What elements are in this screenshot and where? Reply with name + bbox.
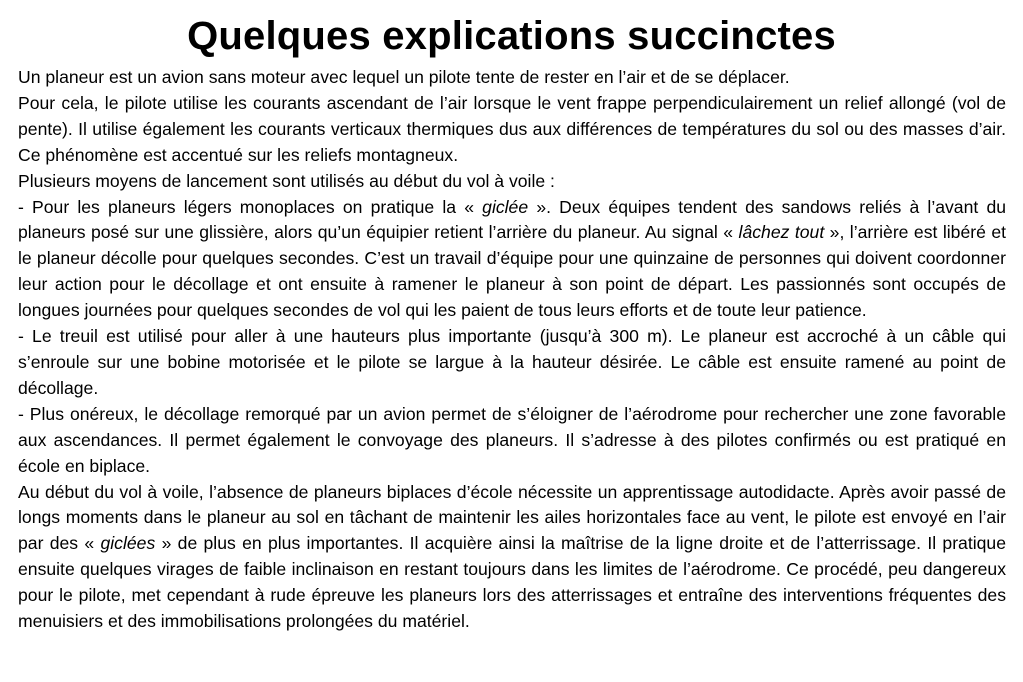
paragraph-currents: Pour cela, le pilote utilise les courants ascendant de l’air lorsque le vent frappe perpendiculairement un relief allongé (vol de pente). Il utilise également les courants verticaux thermiques dus aux différences de températures du sol ou des masses d’air. Ce phénomène est accentué sur les reliefs montagneux.	[18, 92, 1006, 165]
giclee-term: giclée	[482, 196, 529, 217]
giclees-term: giclées	[100, 533, 156, 554]
giclee-text-1: - Pour les planeurs légers monoplaces on pratique la «	[18, 196, 483, 217]
lachez-tout-term: lâchez tout	[738, 222, 825, 243]
paragraph-treuil: - Le treuil est utilisé pour aller à une hauteurs plus importante (jusqu’à 300 m). Le planeur est accroché à un câble qui s’enroule sur une bobine motorisée et le pilote se largue à la hauteur désirée. Le câble est ensuite ramené au point de décollage.	[18, 326, 1006, 398]
paragraph-remorque: - Plus onéreux, le décollage remorqué par un avion permet de s’éloigner de l’aérodrome pour rechercher une zone favorable aux ascendances. Il permet également le convoyage des planeurs. Il s’adresse à des pilotes confirmés ou est pratiqué en école en biplace.	[18, 403, 1006, 476]
document-body	[18, 65, 1006, 635]
paragraph-intro: Un planeur est un avion sans moteur avec lequel un pilote tente de rester en l’air et de se déplacer.	[18, 67, 790, 87]
paragraph-apprentissage	[18, 480, 1006, 635]
apprentissage-text-2: » de plus en plus importantes. Il acquière ainsi la maîtrise de la ligne droite et de l’atterrissage. Il pratique ensuite quelques virages de faible inclinaison en restant toujours dans les limites de l’aérodrome. Ce procédé, peu dangereux pour le pilote, met cependant à rude épreuve les planeurs lors des atterrissages et entraîne des interventions fréquentes des menuisiers et des immobilisations prolongées du matériel.	[18, 533, 1006, 632]
paragraph-giclee	[18, 195, 1006, 325]
giclee-text-2: ». Deux équipes tendent des sandows reliés à l’avant du planeurs posé sur une glissière, alors qu’un équipier retient l’arrière du planeur. Au signal «	[18, 196, 1007, 243]
paragraph-launch-methods: Plusieurs moyens de lancement sont utilisés au début du vol à voile :	[18, 170, 555, 191]
giclee-text-3: », l’arrière est libéré et le planeur décolle pour quelques secondes. C’est un travail d’équipe pour une quinzaine de personnes qui doivent coordonner leur action pour le décollage et ont ensuite à ramener le planeur à son point de départ. Les passionnés sont occupés de longues journées pour quelques secondes de vol qui les paient de tous leurs efforts et de toute leur patience.	[18, 222, 1007, 321]
page-title: Quelques explications succinctes	[187, 14, 836, 58]
apprentissage-text-1: Au début du vol à voile, l’absence de planeurs biplaces d’école nécessite un apprentissage autodidacte. Après avoir passé de longs moments dans le planeur au sol en tâchant de maintenir les ailes horizontales face au vent, le pilote est envoyé en l’air par des «	[18, 481, 1006, 554]
